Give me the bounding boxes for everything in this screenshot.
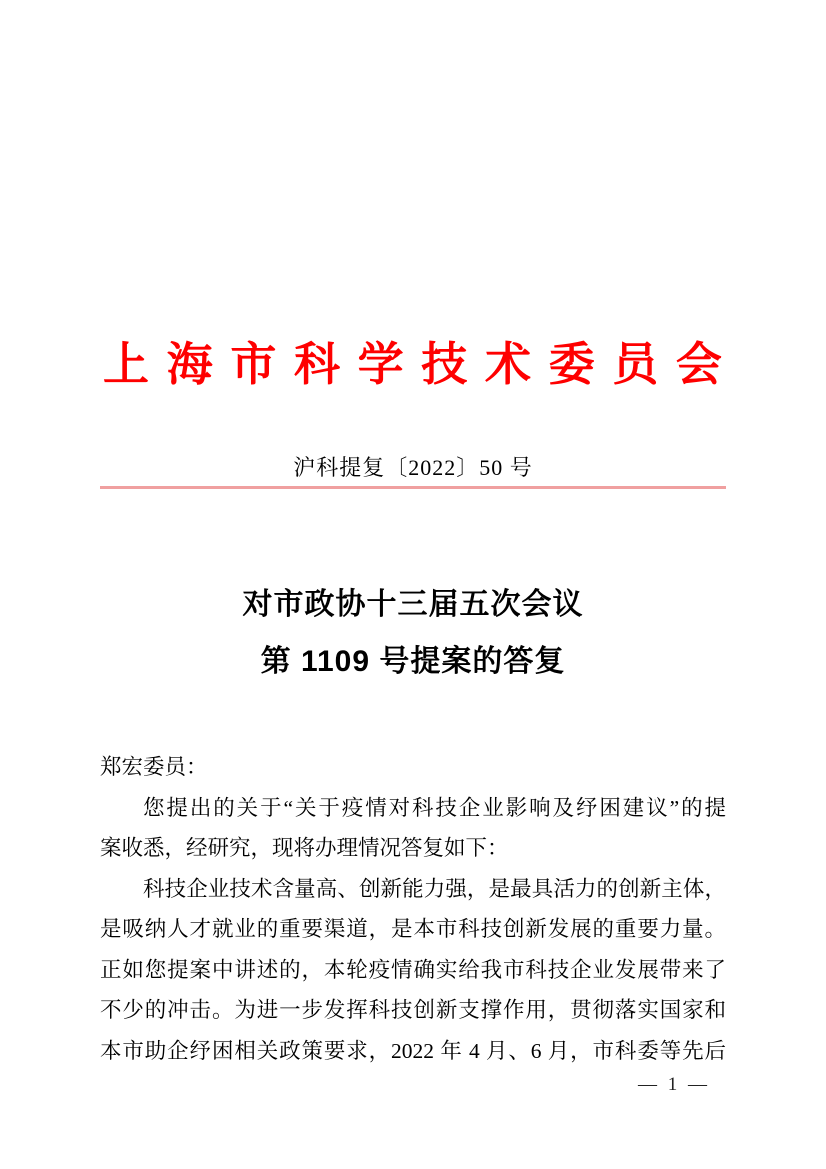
salutation-line: 郑宏委员：	[100, 755, 208, 779]
body-line: 科技企业技术含量高、创新能力强，是最具活力的创新主体，	[143, 876, 726, 901]
issuer-char: 委	[548, 338, 595, 390]
issuer-char: 技	[421, 338, 468, 390]
body-text	[100, 747, 726, 1071]
body-line: 本市助企纾困相关政策要求，2022 年 4 月、6 月，市科委等先后	[100, 1038, 726, 1063]
document-title-line2: 第 1109 号提案的答复	[260, 645, 566, 678]
issuer-char: 海	[166, 338, 213, 390]
issuer-char: 员	[612, 338, 659, 390]
issuer-letterhead-title	[103, 338, 722, 390]
body-line: 不少的冲击。为进一步发挥科技创新支撑作用，贯彻落实国家和	[100, 998, 726, 1022]
issuer-char: 市	[230, 338, 277, 390]
red-divider-rule	[100, 486, 726, 489]
issuer-char: 科	[293, 338, 340, 390]
issuer-char: 学	[357, 338, 404, 390]
body-line: 案收悉，经研究，现将办理情况答复如下：	[100, 836, 509, 860]
body-line: 正如您提案中讲述的，本轮疫情确实给我市科技企业发展带来了	[100, 957, 726, 982]
document-reference-number: 沪科提复〔2022〕50 号	[293, 455, 533, 480]
page-number: — 1 —	[638, 1074, 710, 1095]
issuer-char: 术	[484, 338, 531, 390]
issuer-char: 上	[103, 338, 149, 390]
document-title-line1: 对市政协十三届五次会议	[242, 588, 584, 621]
body-line: 是吸纳人才就业的重要渠道，是本市科技创新发展的重要力量。	[100, 917, 726, 941]
issuer-char: 会	[675, 338, 722, 390]
body-line: 您提出的关于“关于疫情对科技企业影响及纾困建议”的提	[143, 795, 726, 820]
